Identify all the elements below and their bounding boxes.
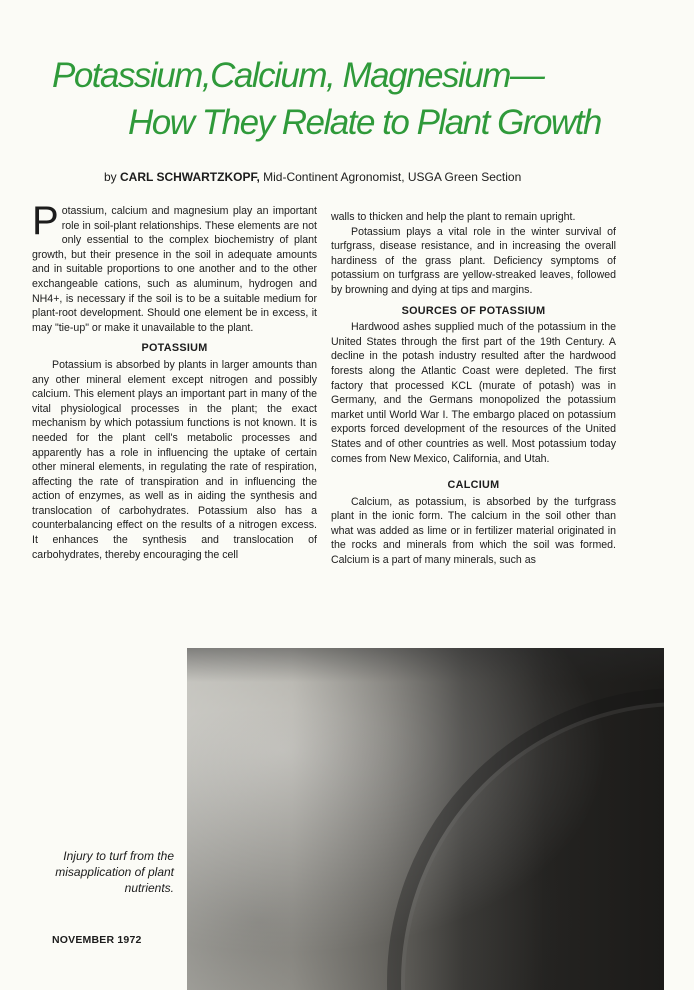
potassium-paragraph-1: Potassium is absorbed by plants in larger amounts than any other mineral element except nitrogen and possibly calcium. This element plays an important part in many of the vital physiological processes in the plant; the exact mechanism by which potassium functions is not known. It is needed for the plant cell's metabolic processes and apparently has a role in influencing the uptake of certain other mineral elements, in regulating the rate of respiration, affecting the rate of transpiration and in influencing the action of enzymes, as well as in aiding the synthesis and translocation of carbohydrates. Potassium also has a counterbalancing effect on the results of a nitrogen excess. It enhances the synthesis and translocation of carbohydrates, thereby encouraging the cell bbox=[32, 358, 317, 561]
article-column-left bbox=[32, 199, 317, 562]
article-title-line-2: How They Relate to Plant Growth bbox=[128, 103, 601, 142]
issue-date: NOVEMBER 1972 bbox=[52, 934, 142, 946]
turf-injury-photo bbox=[187, 648, 664, 990]
byline-prefix: by bbox=[104, 170, 121, 184]
article-column-right bbox=[331, 210, 616, 568]
calcium-paragraph: Calcium, as potassium, is absorbed by the turfgrass plant in the ionic form. The calcium in the soil other than what was added as lime or in fertilizer material originated in the rocks and minerals from which the soil was formed. Calcium is a part of many minerals, such as bbox=[331, 495, 616, 567]
sources-paragraph: Hardwood ashes supplied much of the potassium in the United States through the first part of the 19th Century. A decline in the potash industry resulted after the hardwood forests along the Atlantic Coast were depleted. The first factory that processed KCL (murate of potash) was in Germany, and the Germans monopolized the potassium market until World War I. The embargo placed on potassium exports forced development of the resources of the United States and of other countries as well. Most potassium today comes from New Mexico, California, and Utah. bbox=[331, 321, 616, 465]
byline-author: CARL SCHWARTZKOPF, bbox=[120, 170, 260, 184]
section-heading-calcium: CALCIUM bbox=[447, 479, 500, 492]
section-heading-potassium: POTASSIUM bbox=[141, 342, 208, 355]
potassium-paragraph-1-continued: walls to thicken and help the plant to remain upright. bbox=[331, 211, 576, 223]
drop-cap: P bbox=[32, 199, 59, 243]
byline-affiliation: Mid-Continent Agronomist, USGA Green Section bbox=[259, 170, 522, 184]
article-title-line-1: Potassium,Calcium, Magnesium— bbox=[52, 56, 544, 95]
potassium-paragraph-2: Potassium plays a vital role in the winter survival of turfgrass, disease resistance, and in increasing the overall hardiness of the grass plant. Deficiency symptoms of potassium on turfgrass are yellow-streaked leaves, followed by browning and dying at tips and margins. bbox=[331, 225, 616, 296]
intro-text: otassium, calcium and magnesium play an important role in soil-plant relationships. These elements are not only essential to the complex biochemistry of plant growth, but their presence in the soil in adequate amounts and in suitable proportions to one another and to the other exchangeable cations, such as aluminum, hydrogen and NH4+, is necessary if the soil is to be a suitable medium for plant-root development. Should one element be in excess, it may "tie-up" or make it unavailable to the plant. bbox=[32, 205, 317, 334]
byline bbox=[104, 170, 521, 184]
section-heading-sources: SOURCES OF POTASSIUM bbox=[401, 304, 546, 317]
intro-paragraph bbox=[32, 199, 317, 335]
photo-caption: Injury to turf from the misapplication of plant nutrients. bbox=[55, 849, 174, 895]
